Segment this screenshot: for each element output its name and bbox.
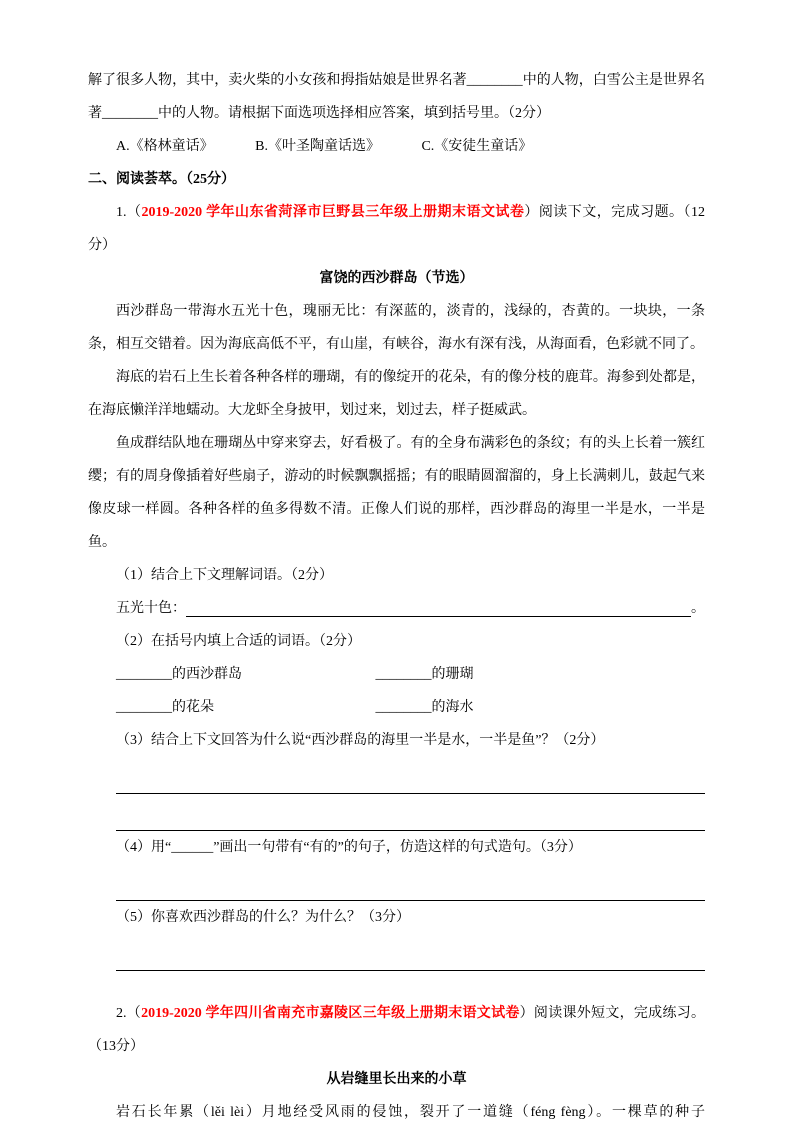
subquestion-1-label: （1）结合上下文理解词语。（2分）: [116, 568, 333, 583]
blank-item-huaduo: ________的花朵: [116, 700, 214, 715]
question2-header: [88, 997, 705, 1063]
fill-blank-row-1: [88, 658, 705, 691]
term-label: 五光十色：: [116, 601, 186, 616]
choice-options-row: [88, 130, 705, 163]
passage1-paragraph-3: 鱼成群结队地在珊瑚丛中穿来穿去，好看极了。有的全身布满彩色的条纹；有的头上长着一簇红缨；有的周身像插着好些扇子，游动的时候飘飘摇摇；有的眼睛圆溜溜的，身上长满刺儿，鼓起气来像皮球一样圆。各种各样的鱼多得数不清。正像人们说的那样，西沙群岛的海里一半是水，一半是鱼。: [88, 436, 705, 550]
answer-line: [116, 934, 705, 971]
option-a: A.《格林童话》: [116, 139, 214, 154]
question1-instruction: ）阅读下文，完成习题。（12分）: [88, 205, 705, 253]
passage2-title: 从岩缝里长出来的小草: [326, 1072, 467, 1087]
blank-item-shanhu: ________的珊瑚: [375, 667, 474, 682]
question2-number: 2.（: [116, 1006, 142, 1021]
subquestion-1-answer-row: [88, 592, 705, 625]
subquestion-4-label: （4）用“______”画出一句带有“有的”的句子，仿造这样的句式造句。（3分）: [116, 840, 582, 855]
section-heading: 二、阅读荟萃。（25分）: [88, 172, 235, 187]
option-b: B.《叶圣陶童话选》: [255, 139, 380, 154]
answer-line: [116, 757, 705, 794]
passage2-paragraph-1: 岩石长年累（lěi lèi）月地经受风雨的侵蚀，裂开了一道缝（féng fèng）。一棵草的种子: [116, 1105, 705, 1120]
question2-source: 2019-2020 学年四川省南充市嘉陵区三年级上册期末语文试卷: [141, 1006, 520, 1021]
option-c: C.《安徒生童话》: [421, 139, 533, 154]
subquestion-2-label: （2）在括号内填上合适的词语。（2分）: [116, 634, 361, 649]
fill-blank-row-2: [88, 691, 705, 724]
intro-paragraph: 解了很多人物，其中，卖火柴的小女孩和拇指姑娘是世界名著________中的人物，白雪公主是世界名著________中的人物。请根据下面选项选择相应答案，填到括号里。（2分）: [88, 73, 705, 121]
answer-line: [116, 864, 705, 901]
answer-blank-line: [186, 616, 691, 617]
passage1-paragraph-1: 西沙群岛一带海水五光十色，瑰丽无比：有深蓝的，淡青的，浅绿的，杏黄的。一块块，一条条，相互交错着。因为海底高低不平，有山崖，有峡谷，海水有深有浅，从海面看，色彩就不同了。: [88, 304, 705, 352]
blank-item-haishui: ________的海水: [375, 700, 474, 715]
blank-item-xishaqundao: ________的西沙群岛: [116, 667, 242, 682]
subquestion-3-label: （3）结合上下文回答为什么说“西沙群岛的海里一半是水，一半是鱼”？（2分）: [116, 733, 605, 748]
passage1-title: 富饶的西沙群岛（节选）: [319, 271, 474, 286]
question1-source: 2019-2020 学年山东省菏泽市巨野县三年级上册期末语文试卷: [141, 205, 525, 220]
answer-line: [116, 794, 705, 831]
question1-header: [88, 196, 705, 262]
subquestion-5-label: （5）你喜欢西沙群岛的什么？为什么？（3分）: [116, 910, 410, 925]
question1-number: 1.（: [116, 205, 142, 220]
question2-instruction: ）阅读课外短文，完成练习。（13分）: [88, 1006, 706, 1054]
period-mark: 。: [691, 601, 705, 616]
passage1-paragraph-2: 海底的岩石上生长着各种各样的珊瑚，有的像绽开的花朵，有的像分枝的鹿茸。海参到处都是，在海底懒洋洋地蠕动。大龙虾全身披甲，划过来，划过去，样子挺威武。: [88, 370, 705, 418]
